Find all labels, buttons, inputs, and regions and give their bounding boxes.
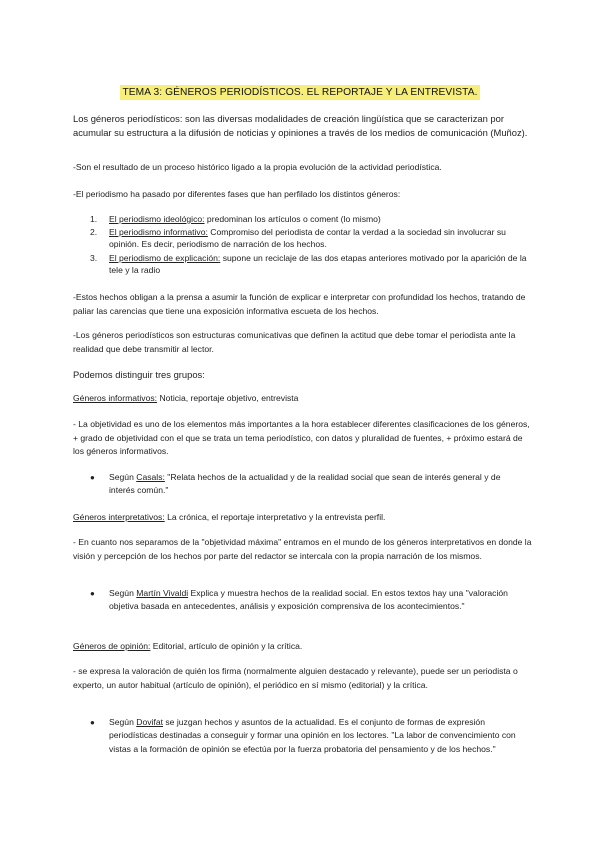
bullet-text: "Relata hechos de la actualidad y de la realidad social que sean de interés general y de interés común.": [109, 472, 501, 496]
bullet-icon: ●: [90, 589, 95, 598]
paragraph-three-groups: Podemos distinguir tres grupos:: [73, 369, 205, 380]
list-number: 1.: [90, 214, 98, 224]
bullet-text: se juzgan hechos y asuntos de la actualidad. Es el conjunto de formas de expresión periodísticas destinadas a conseguir y formar una opinión en los lectores. "La labor de convencimiento con vistas a la formación de opinión se efectúa por la fuerza probatoria del pensamiento y de los hechos.": [109, 717, 516, 754]
interpretativos-description: - En cuanto nos separamos de la "objetividad máxima" entramos en el mundo de los géneros interpretativos en donde la visión y percepción de los hechos por parte del redactor se intercala con la propia narración de los mismos.: [73, 537, 532, 561]
informativos-description: - La objetividad es uno de los elementos más importantes a la hora establecer diferentes clasificaciones de los géneros, + grado de objetividad con el que se trata un tema periodístico, con datos y pluralidad de fuentes, + próximo estará de los géneros informativos.: [73, 419, 530, 457]
bullet-prefix: Según: [109, 717, 137, 727]
list-text: Compromiso del periodista de contar la verdad a la sociedad sin involucrar su opinión. Es decir, periodismo de narración de los hechos.: [109, 227, 506, 250]
section-informativos: [73, 392, 533, 406]
bullet-text: Explica y muestra hechos de la realidad social. En estos textos hay una "valoración objetiva basada en antecedentes, análisis y exposición comprensiva de los acontecimientos.": [109, 588, 508, 612]
paragraph-structures: -Los géneros periodísticos son estructuras comunicativas que definen la actitud que debe tomar el periodista ante la realidad que debe transmitir al lector.: [73, 330, 516, 354]
list-term: El periodismo informativo:: [109, 227, 208, 237]
document-title: TEMA 3: GÉNEROS PERIODÍSTICOS. EL REPORTAJE Y LA ENTREVISTA.: [122, 87, 478, 98]
list-text: supone un reciclaje de las dos etapas anteriores motivado por la aparición de la tele y la radio: [109, 253, 527, 276]
author-name: Martín Vivaldi: [136, 588, 189, 598]
bullet-icon: ●: [90, 718, 95, 727]
opinion-description: - se expresa la valoración de quién los firma (normalmente alguien destacado y relevante), puede ser un periodista o experto, un autor habitual (artículo de opinión), el periódico en sí mismo (editorial) y la crítica.: [73, 666, 518, 690]
section-heading: Géneros interpretativos:: [73, 512, 165, 522]
author-name: Dovifat: [136, 717, 163, 727]
intro-paragraph: Los géneros periodísticos: son las diversas modalidades de creación lingüística que se caracterizan por acumular su estructura a la difusión de noticias y opiniones a través de los medios de comunicación (Muñoz).: [73, 113, 528, 139]
list-number: 3.: [90, 253, 98, 263]
section-heading: Géneros informativos:: [73, 393, 158, 403]
section-heading: Géneros de opinión:: [73, 641, 151, 651]
section-opinion: [73, 640, 533, 654]
paragraph-press-function: -Estos hechos obligan a la prensa a asumir la función de explicar e interpretar con profundidad los hechos, tratando de paliar las carencias que tiene una exposición informativa escueta de los hechos.: [73, 292, 526, 316]
section-interpretativos: [73, 511, 533, 525]
list-text: predominan los artículos o coment (lo mismo): [204, 214, 381, 224]
section-items: La crónica, el reportaje interpretativo y la entrevista perfil.: [164, 512, 386, 522]
title-container: [0, 82, 600, 100]
bullet-icon: ●: [90, 473, 95, 482]
section-items: Noticia, reportaje objetivo, entrevista: [157, 393, 299, 403]
paragraph-historical: -Son el resultado de un proceso histórico ligado a la propia evolución de la actividad periodística.: [73, 162, 442, 172]
list-term: El periodismo ideológico:: [109, 214, 205, 224]
list-number: 2.: [90, 227, 98, 237]
bullet-prefix: Según: [109, 588, 137, 598]
paragraph-phases: -El periodismo ha pasado por diferentes fases que han perfilado los distintos géneros:: [73, 189, 401, 199]
author-name: Casals:: [136, 472, 165, 482]
bullet-prefix: Según: [109, 472, 137, 482]
list-term: El periodismo de explicación:: [109, 253, 221, 263]
section-items: Editorial, artículo de opinión y la crítica.: [150, 641, 303, 651]
